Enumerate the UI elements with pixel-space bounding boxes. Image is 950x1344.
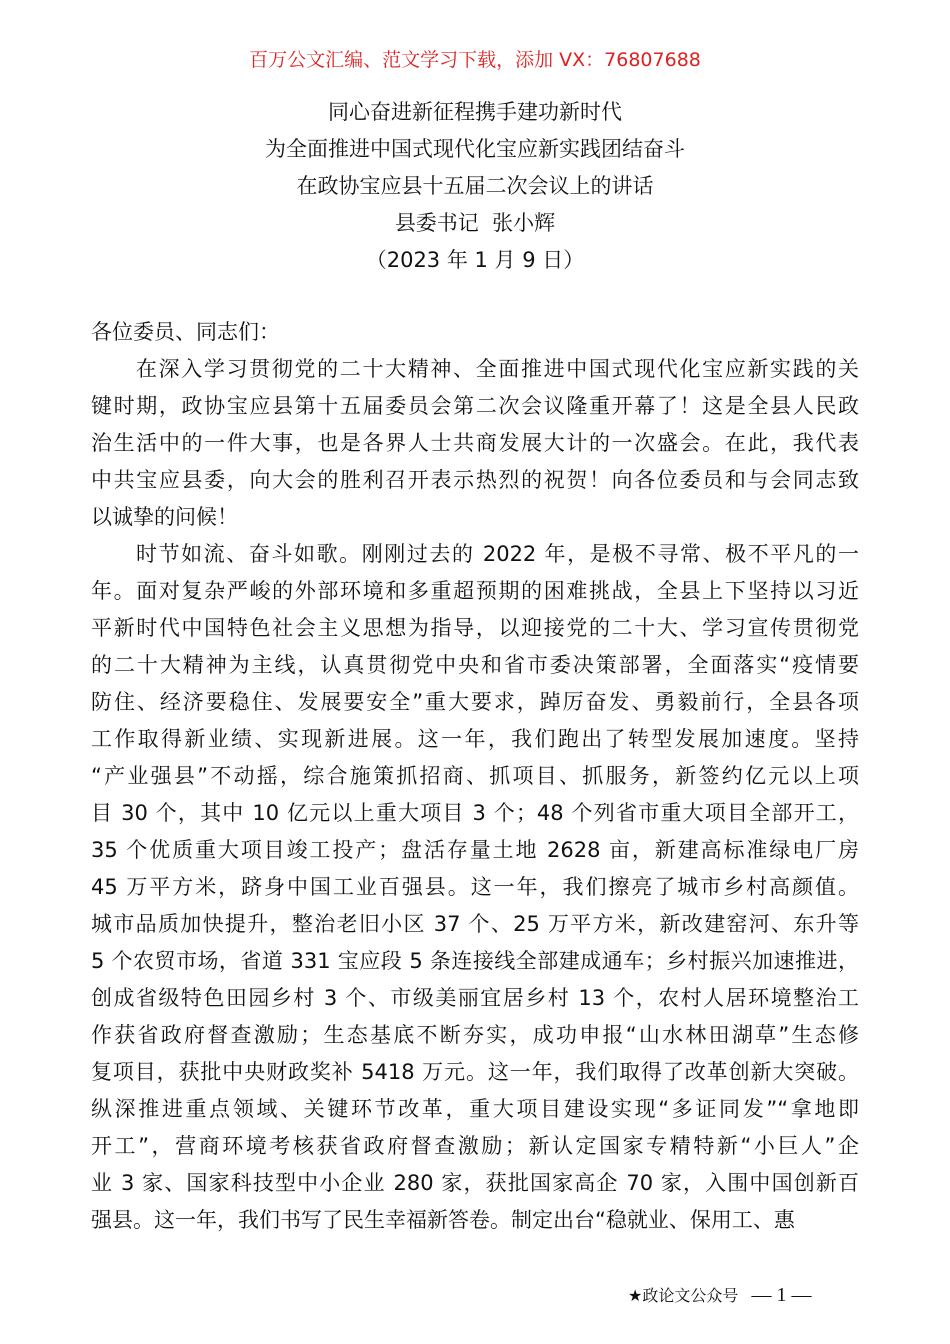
paragraph-line: 工作取得新业绩、实现新进展。这一年，我们跑出了转型发展加速度。坚持 bbox=[91, 727, 859, 751]
paragraph-line: 复项目，获批中央财政奖补 5418 万元。这一年，我们取得了改革创新大突破。 bbox=[91, 1060, 859, 1084]
paragraph-first-line: 在深入学习贯彻党的二十大精神、全面推进中国式现代化宝应新实践的关 bbox=[136, 357, 859, 381]
paragraph-line: 作获省政府督查激励；生态基底不断夯实，成功申报“山水林田湖草”生态修 bbox=[91, 1023, 859, 1047]
paragraph-line: 5 个农贸市场，省道 331 宝应段 5 条连接线全部建成通车；乡村振兴加速推进， bbox=[91, 949, 859, 973]
page-number: — 1 — bbox=[751, 1284, 812, 1306]
document-body bbox=[91, 314, 859, 1239]
page-footer bbox=[628, 1282, 811, 1309]
paragraph-first-line: 时节如流、奋斗如歌。刚刚过去的 2022 年，是极不寻常、极不平凡的一 bbox=[136, 542, 859, 566]
paragraph-line: 强县。这一年，我们书写了民生幸福新答卷。制定出台“稳就业、保用工、惠 bbox=[91, 1208, 795, 1232]
paragraph-line: 的二十大精神为主线，认真贯彻党中央和省市委决策部署，全面落实“疫情要 bbox=[91, 653, 859, 677]
paragraph-line: 键时期，政协宝应县第十五届委员会第二次会议隆重开幕了！这是全县人民政 bbox=[91, 394, 859, 418]
paragraph-line: 城市品质加快提升，整治老旧小区 37 个、25 万平方米，新改建窑河、东升等 bbox=[91, 912, 859, 936]
paragraph-line: 中共宝应县委，向大会的胜利召开表示热烈的祝贺！向各位委员和与会同志致 bbox=[91, 468, 859, 492]
date-line: （2023 年 1 月 9 日） bbox=[365, 248, 585, 272]
paragraph-line: 35 个优质重大项目竣工投产；盘活存量土地 2628 亩，新建高标准绿电厂房 bbox=[91, 838, 859, 862]
paragraph-line: 年。面对复杂严峻的外部环境和多重超预期的困难挑战，全县上下坚持以习近 bbox=[91, 579, 859, 603]
title-line-3: 在政协宝应县十五届二次会议上的讲话 bbox=[296, 174, 654, 198]
title-line-1: 同心奋进新征程携手建功新时代 bbox=[328, 100, 622, 124]
watermark-banner: 百万公文汇编、范文学习下载，添加 VX：76807688 bbox=[249, 49, 701, 71]
footer-source: ★政论文公众号 bbox=[628, 1286, 739, 1305]
paragraph-line: 创成省级特色田园乡村 3 个、市级美丽宜居乡村 13 个，农村人居环境整治工 bbox=[91, 986, 859, 1010]
paragraph-line: 目 30 个，其中 10 亿元以上重大项目 3 个；48 个列省市重大项目全部开工， bbox=[91, 801, 859, 825]
paragraph-line: 防住、经济要稳住、发展要安全”重大要求，踔厉奋发、勇毅前行，全县各项 bbox=[91, 690, 859, 714]
paragraph-line: 业 3 家、国家科技型中小企业 280 家，获批国家高企 70 家，入围中国创新百 bbox=[91, 1171, 859, 1195]
document-title-block bbox=[0, 94, 950, 279]
paragraph-line: 治生活中的一件大事，也是各界人士共商发展大计的一次盛会。在此，我代表 bbox=[91, 431, 859, 455]
title-line-2: 为全面推进中国式现代化宝应新实践团结奋斗 bbox=[265, 137, 685, 161]
paragraph-line: 平新时代中国特色社会主义思想为指导，以迎接党的二十大、学习宣传贯彻党 bbox=[91, 616, 859, 640]
paragraph-line: 纵深推进重点领域、关键环节改革，重大项目建设实现“多证同发”“拿地即 bbox=[91, 1097, 859, 1121]
paragraph-line: 开工”，营商环境考核获省政府督查激励；新认定国家专精特新“小巨人”企 bbox=[91, 1134, 859, 1158]
author-line: 县委书记 张小辉 bbox=[394, 211, 556, 235]
paragraph-line: 以诚挚的问候！ bbox=[91, 505, 238, 529]
paragraph-line: “产业强县”不动摇，综合施策抓招商、抓项目、抓服务，新签约亿元以上项 bbox=[91, 764, 859, 788]
paragraph-line: 45 万平方米，跻身中国工业百强县。这一年，我们擦亮了城市乡村高颜值。 bbox=[91, 875, 859, 899]
paragraph-first-line: 各位委员、同志们： bbox=[91, 320, 280, 344]
